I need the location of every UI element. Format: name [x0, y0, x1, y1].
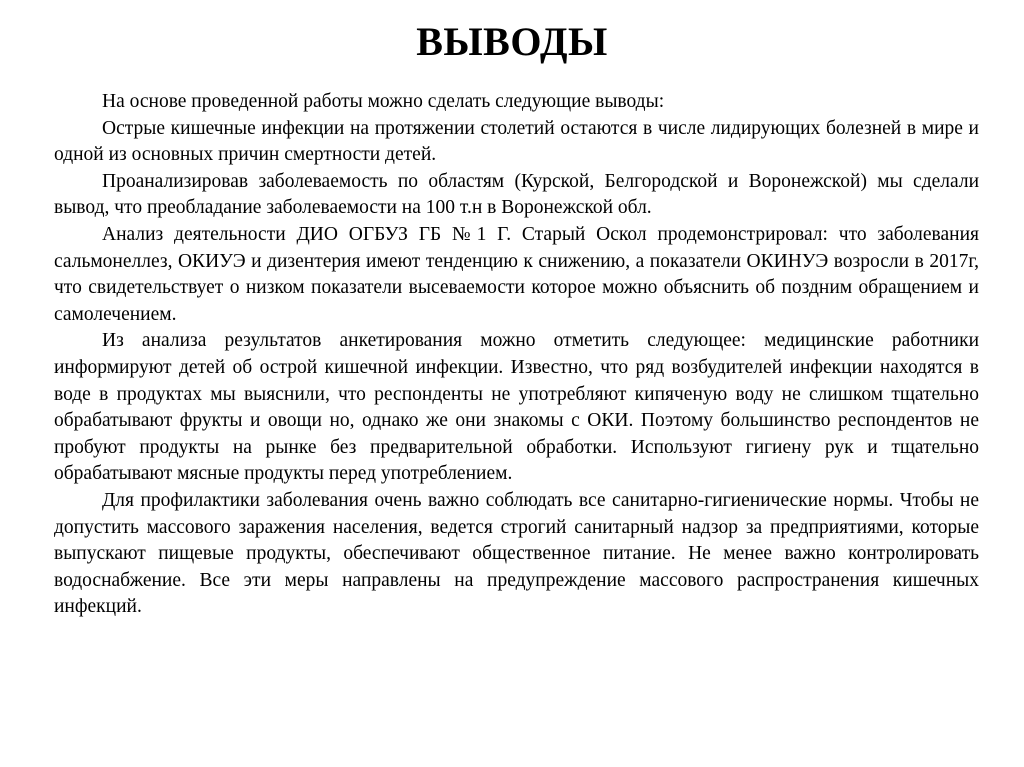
paragraph-prevention: Для профилактики заболевания очень важно соблюдать все санитарно-гигиенические нормы. Чтобы не допустить массового заражения населения, ведется строгий санитарный надзор за предприятиями, которые выпускают пищевые продукты, обеспечивают общественное питание. Не менее важно контролировать водоснабжение. Все эти меры направлены на предупреждение массового распространения кишечных инфекций.: [54, 489, 979, 618]
paragraph-survey-results: Из анализа результатов анкетирования можно отметить следующее: медицинские работники информируют детей об острой кишечной инфекции. Известно, что ряд возбудителей инфекции находятся в воде в продуктах мы выяснили, что респонденты не употребляют кипяченую воду не слишком тщательно обрабатывают фрукты и овощи но, однако же они знакомы с ОКИ. Поэтому большинство респондентов не пробуют продукты на рынке без предварительной обработки. Используют гигиену рук и тщательно обрабатывают мясные продукты перед употреблением.: [54, 330, 979, 485]
paragraph-intestinal-infections: Острые кишечные инфекции на протяжении столетий остаются в числе лидирующих болезней в мире и одной из основных причин смертности детей.: [54, 117, 979, 166]
slide-body: [54, 89, 979, 621]
slide-title: ВЫВОДЫ: [416, 19, 608, 64]
paragraph-hospital-analysis: Анализ деятельности ДИО ОГБУЗ ГБ №1 Г. Старый Оскол продемонстрировал: что заболевания сальмонеллез, ОКИУЭ и дизентерия имеют тенденцию к снижению, а показатели ОКИНУЭ возросли в 2017г, что свидетельствует о низком показатели высеваемости которое можно объяснить об поздним обращением и самолечением.: [54, 223, 979, 325]
paragraph-intro: На основе проведенной работы можно сделать следующие выводы:: [102, 91, 665, 112]
paragraph-regional-analysis: Проанализировав заболеваемость по областям (Курской, Белгородской и Воронежской) мы сделали вывод, что преобладание заболеваемости на 100 т.н в Воронежской обл.: [54, 170, 979, 219]
